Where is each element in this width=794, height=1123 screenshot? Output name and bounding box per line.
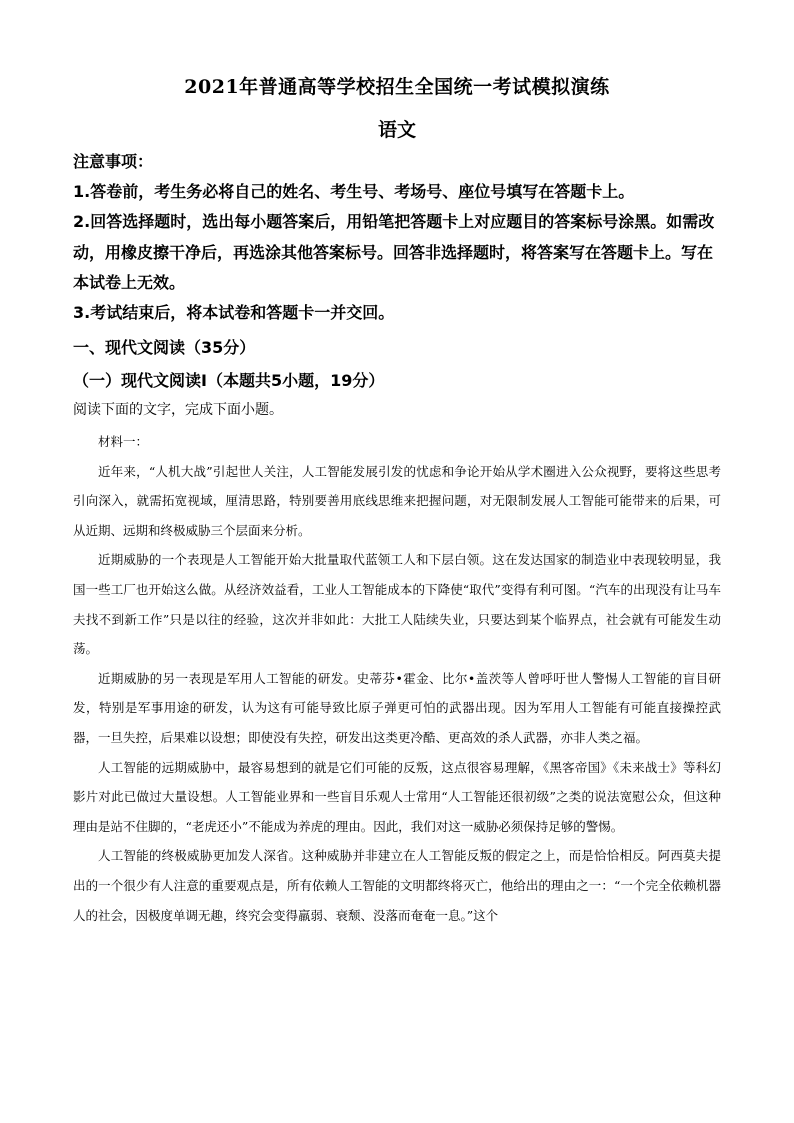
section-subheading: （一）现代文阅读Ⅰ（本题共5小题，19分） xyxy=(73,371,385,390)
section-heading: 一、现代文阅读（35分） xyxy=(73,338,256,357)
passage-paragraph: 人工智能的终极威胁更加发人深省。这种威胁并非建立在人工智能反叛的假定之上，而是恰恰相反。阿西莫夫提出的一个很少有人注意的重要观点是，所有依赖人工智能的文明都终将灭亡，他给出的理由之一：“一个完全依赖机器人的社会，因极度单调无趣，终究会变得羸弱、衰颓、没落而奄奄一息。”这个 xyxy=(73,848,721,923)
notes-item-2-line-3: 本试卷上无效。 xyxy=(73,273,186,292)
notes-item-2-line-1: 2.回答选择题时，选出每小题答案后，用铅笔把答题卡上对应题目的答案标号涂黑。如需改 xyxy=(73,212,715,231)
exam-title: 2021年普通高等学校招生全国统一考试模拟演练 xyxy=(184,76,610,98)
passage-paragraph: 近期威胁的另一表现是军用人工智能的研发。史蒂芬•霍金、比尔•盖茨等人曾呼吁世人警惕人工智能的盲目研发，特别是军事用途的研发，认为这有可能导致比原子弹更可怕的武器出现。因为军用人工智能有可能直接操控武器，一旦失控，后果难以设想；即使没有失控，研发出这类更冷酷、更高效的杀人武器，亦非人类之福。 xyxy=(73,670,721,745)
passage-paragraph: 近年来，“人机大战”引起世人关注，人工智能发展引发的忧虑和争论开始从学术圈进入公众视野，要将这些思考引向深入，就需拓宽视域，厘清思路，特别要善用底线思维来把握问题，对无限制发展人工智能可能带来的后果，可从近期、远期和终极威胁三个层面来分析。 xyxy=(73,463,721,538)
reading-passage xyxy=(73,427,721,930)
notes-item-1: 1.答卷前，考生务必将自己的姓名、考生号、考场号、座位号填写在答题卡上。 xyxy=(73,182,635,201)
subject-title: 语文 xyxy=(377,119,416,141)
notes-item-2-line-2: 动，用橡皮擦干净后，再选涂其他答案标号。回答非选择题时，将答案写在答题卡上。写在 xyxy=(73,243,714,262)
reading-instruction: 阅读下面的文字，完成下面小题。 xyxy=(73,402,283,418)
notes-item-3: 3.考试结束后，将本试卷和答题卡一并交回。 xyxy=(73,303,395,322)
notes-heading: 注意事项： xyxy=(73,152,154,171)
passage-paragraph: 近期威胁的一个表现是人工智能开始大批量取代蓝领工人和下层白领。这在发达国家的制造业中表现较明显，我国一些工厂也开始这么做。从经济效益看，工业人工智能成本的下降使“取代”变得有利可图。“汽车的出现没有让马车夫找不到新工作”只是以往的经验，这次并非如此：大批工人陆续失业，只要达到某个临界点，社会就有可能发生动荡。 xyxy=(73,552,721,657)
material-label: 材料一： xyxy=(98,434,149,449)
passage-paragraph: 人工智能的远期威胁中，最容易想到的就是它们可能的反叛，这点很容易理解，《黑客帝国》《未来战士》等科幻影片对此已做过大量设想。人工智能业界和一些盲目乐观人士常用“人工智能还很初级”之类的说法宽慰公众，但这种理由是站不住脚的，“老虎还小”不能成为养虎的理由。因此，我们对这一威胁必须保持足够的警惕。 xyxy=(73,759,721,834)
